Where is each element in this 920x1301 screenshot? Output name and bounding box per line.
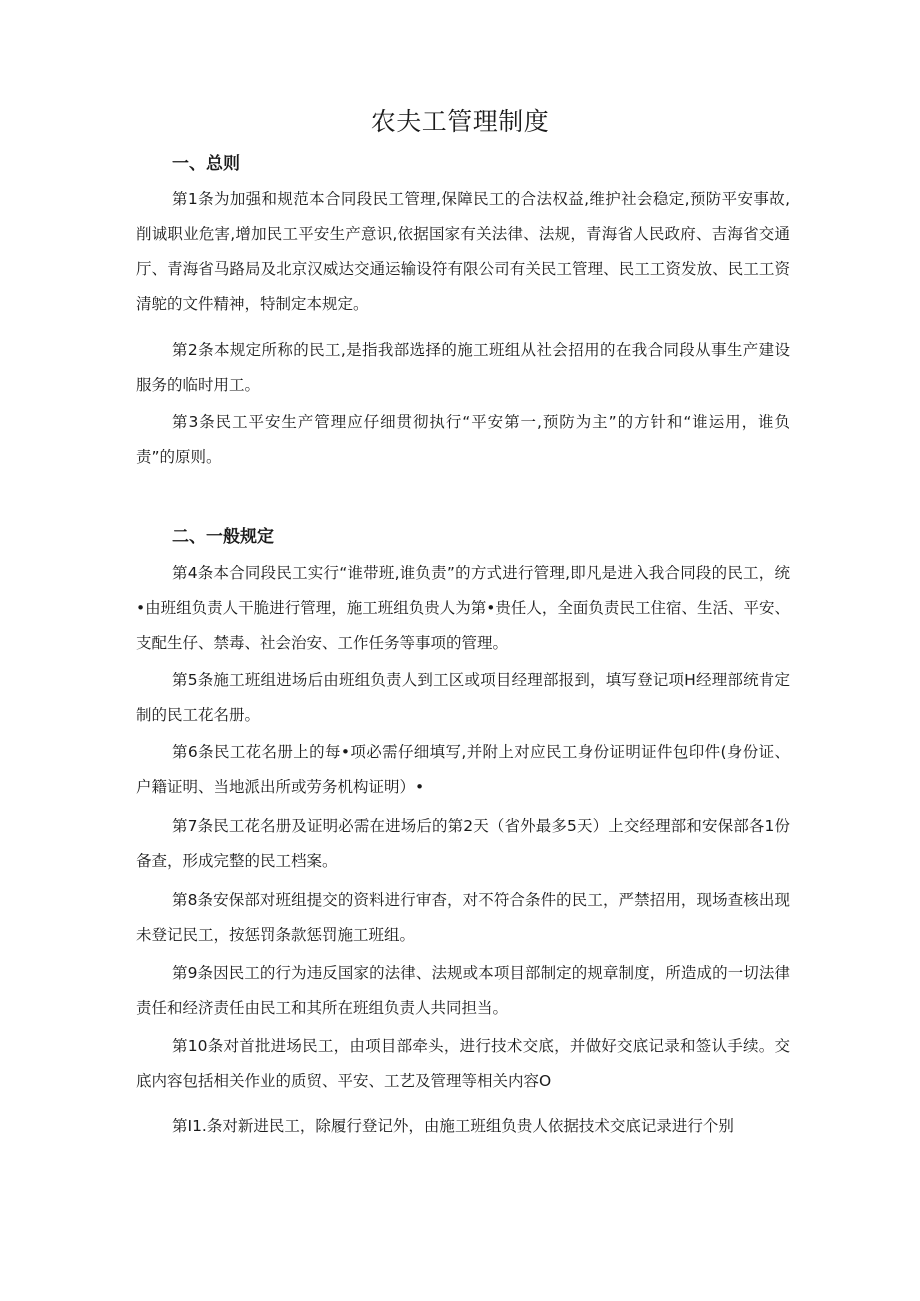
document-title: 农夫工管理制度 [370, 107, 550, 136]
paragraph-article-5: 第5条施工班组进场后由班组负责人到工区或项目经理部报到，填写登记项H经理部统肯定制的民工花名册。 [136, 671, 790, 724]
paragraph-article-11: 第I1.条对新进民工，除履行登记外，由施工班组负贵人依据技术交底记录进行个别 [172, 1117, 734, 1135]
paragraph-article-3: 第3条民工平安生产管理应仔细贯彻执行“平安第一,预防为主”的方针和“谁运用，谁负责”的原则。 [136, 413, 790, 466]
paragraph-article-2: 第2条本规定所称的民工,是指我部选择的施工班组从社会招用的在我合同段从事生产建设服务的临时用工。 [136, 341, 790, 394]
paragraph-article-9: 第9条因民工的行为违反国家的法律、法规或本项目部制定的规章制度，所造成的一切法律责任和经济责任由民工和其所在班组负责人共同担当。 [136, 964, 790, 1017]
paragraph-article-1: 第1条为加强和规范本合同段民工管理,保障民工的合法权益,维护社会稳定,预防平安事故,削诚职业危害,增加民工平安生产意识,依据国家有关法律、法规，青海省人民政府、吉海省交通厅、青海省马路局及北京汉威达交通运输设符有限公司有关民工管理、民工工资发放、民工工资清鸵的文件精神，特制定本规定。 [136, 190, 790, 313]
paragraph-article-7: 第7条民工花名册及证明必需在进场后的第2天（省外最多5天）上交经理部和安保部各1份备查，形成完整的民工档案。 [136, 817, 790, 870]
paragraph-article-10: 第10条对首批进场民工，由项目部牵头，进行技术交底，并做好交底记录和签认手续。交底内容包括相关作业的质贸、平安、工艺及管理等相关内容O [136, 1037, 790, 1090]
section-heading-general: 一、总则 [172, 154, 240, 174]
section-heading-general-rules: 二、一般规定 [172, 527, 274, 547]
paragraph-article-4: 第4条本合同段民工实行“谁带班,谁负责”的方式进行管理,即凡是进入我合同段的民工，统•由班组负责人干脆进行管理，施工班组负贵人为第•贵任人，全面负责民工住宿、生活、平安、支配生仔、禁毒、社会治安、工作任务等事项的管理。 [136, 564, 790, 652]
paragraph-article-8: 第8条安保部对班组提交的资料进行审杳，对不符合条件的民工，严禁招用，现场查核出现未登记民工，按惩罚条款惩罚施工班组。 [136, 891, 790, 944]
paragraph-article-6: 第6条民工花名册上的每•项必需仔细填写,并附上对应民工身份证明证件包印件(身份证、户籍证明、当地派出所或劳务机构证明）• [136, 743, 790, 796]
